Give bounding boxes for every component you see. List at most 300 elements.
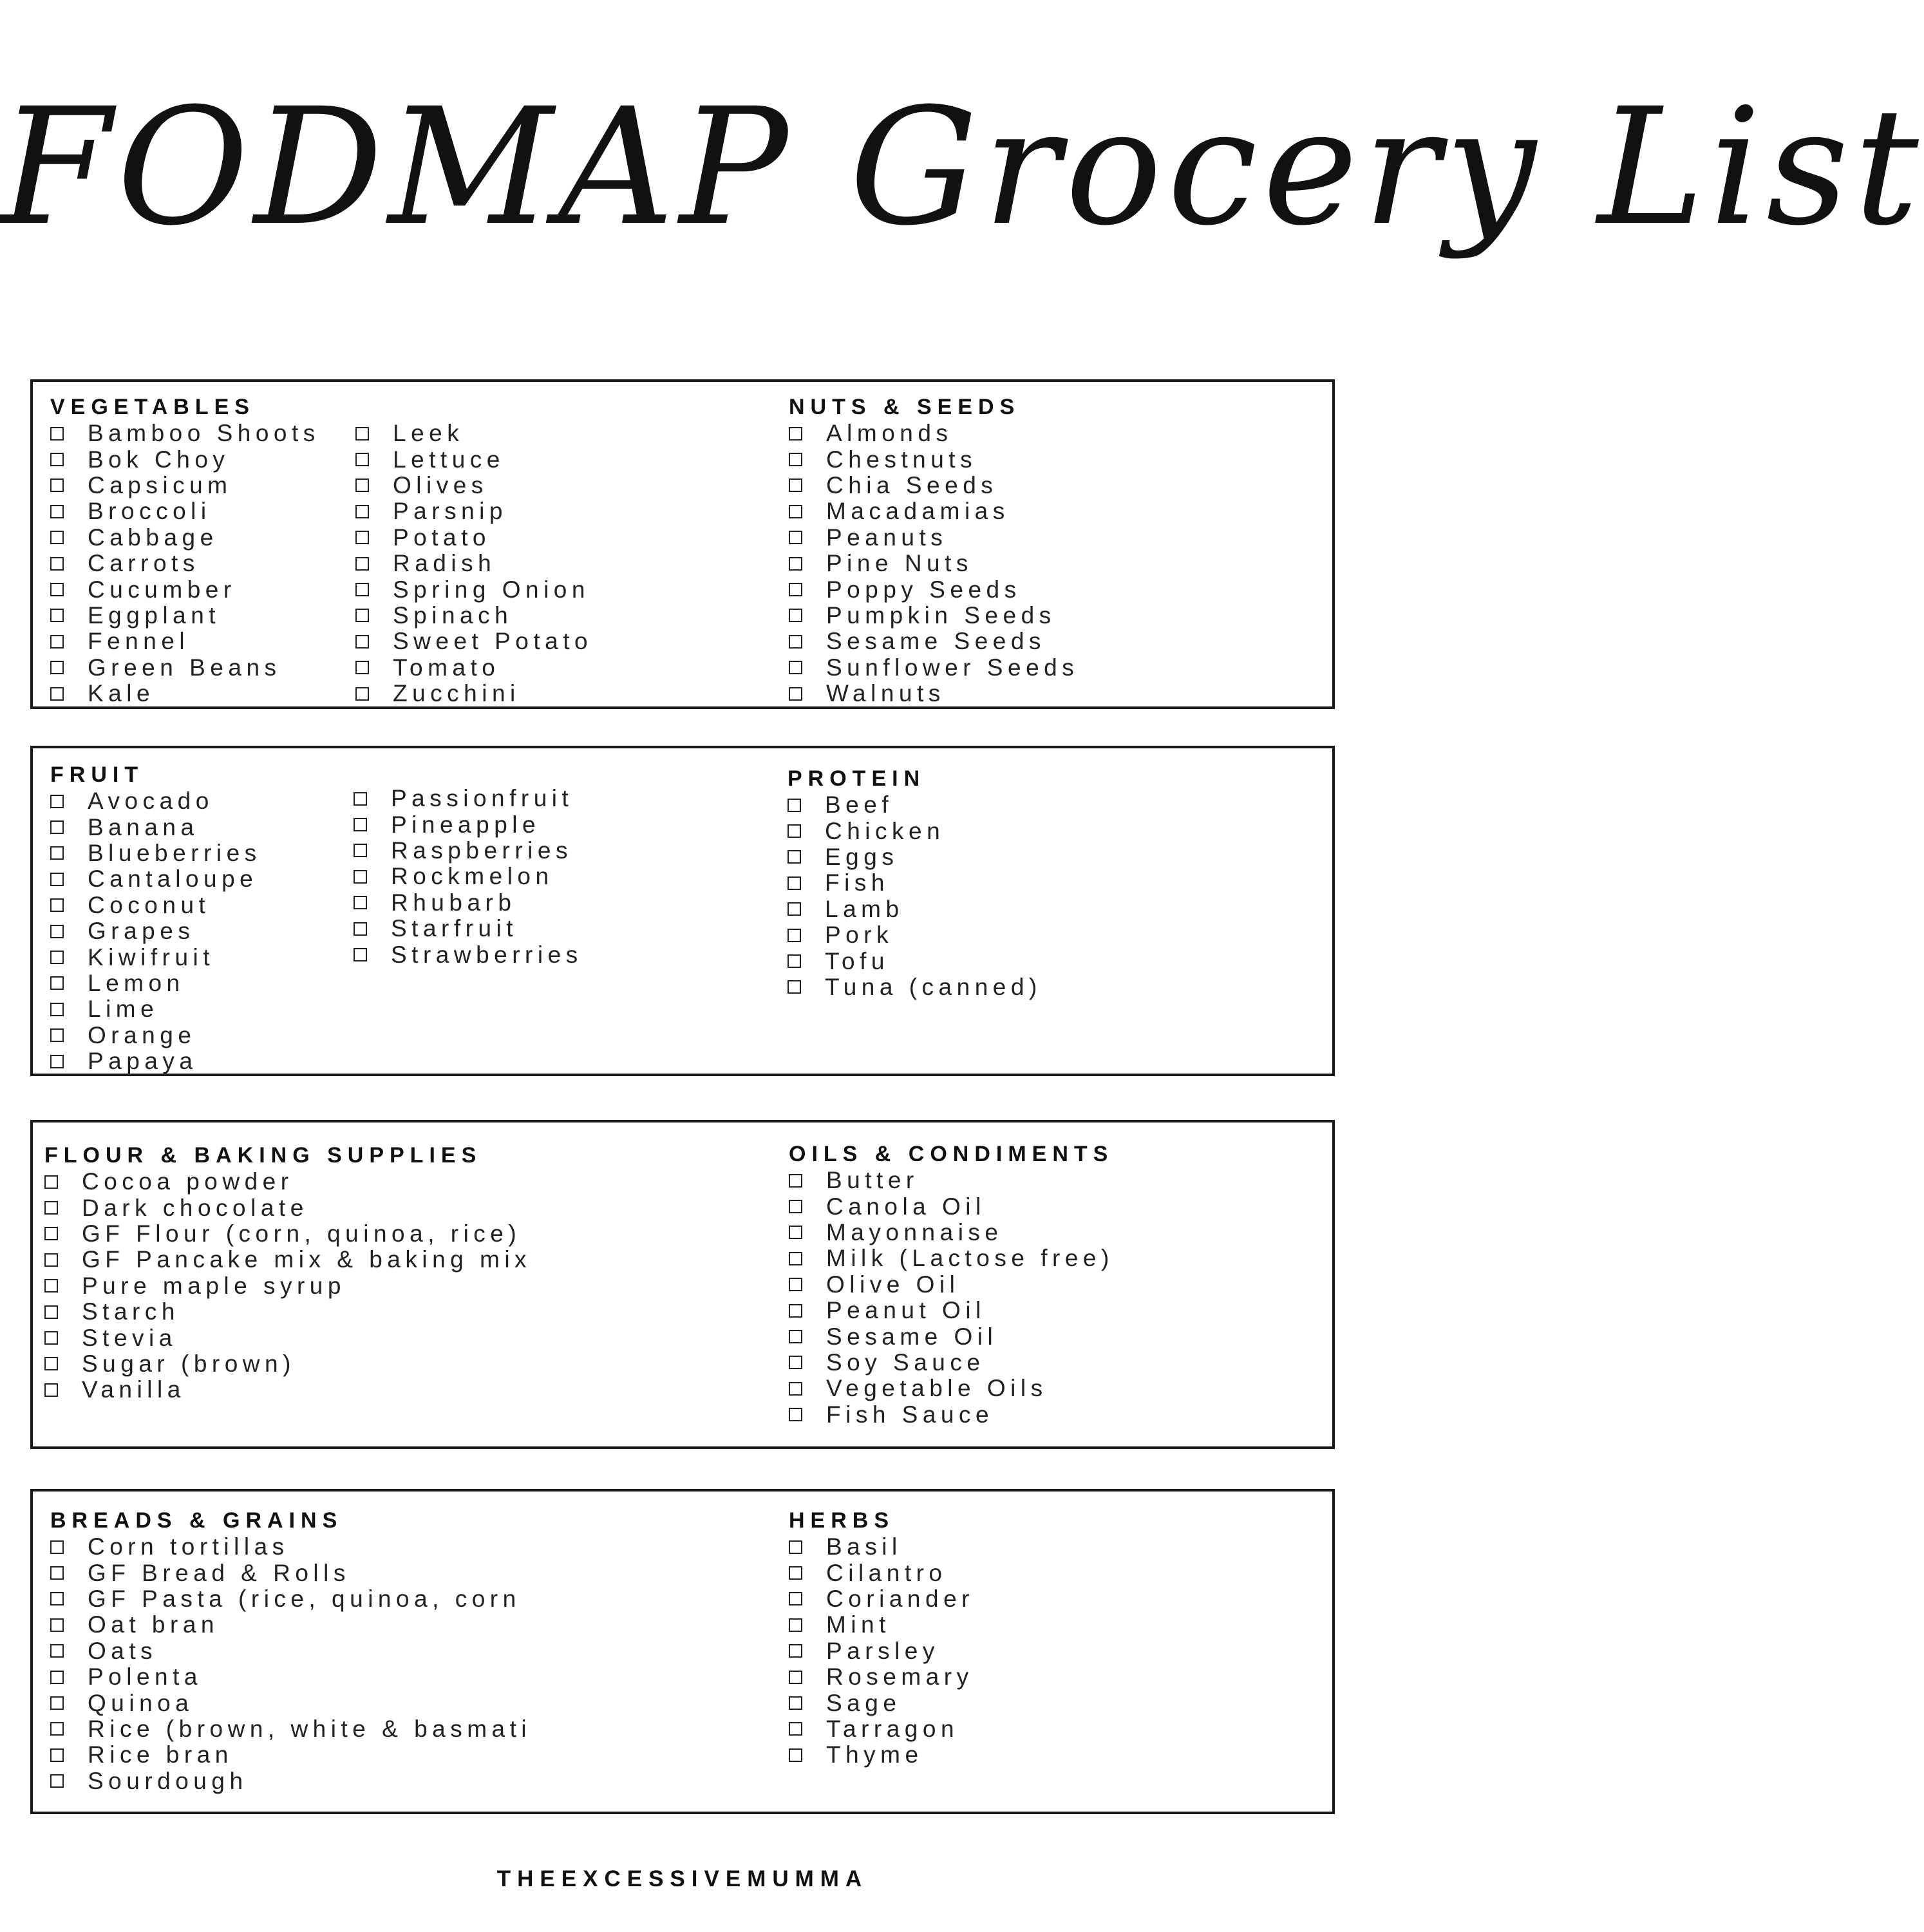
checkbox[interactable] (355, 478, 369, 492)
checkbox[interactable] (50, 1566, 64, 1580)
item-label: Parsley (826, 1637, 939, 1664)
item-label: Chicken (825, 817, 945, 844)
nuts-seeds-column (789, 393, 1079, 706)
checkbox[interactable] (50, 951, 64, 964)
item-label: Quinoa (88, 1689, 194, 1716)
checkbox[interactable] (50, 661, 64, 674)
checkbox[interactable] (354, 870, 367, 884)
list-item (355, 655, 592, 681)
list-item (354, 890, 583, 916)
item-label: Eggs (825, 843, 899, 870)
checkbox[interactable] (354, 844, 367, 857)
list-item (789, 473, 1079, 498)
list-item (789, 576, 1079, 602)
list-item (50, 1768, 531, 1794)
item-label: Sesame Seeds (826, 628, 1046, 655)
list-item (50, 1612, 531, 1638)
checkbox[interactable] (50, 1055, 64, 1068)
list-item (355, 525, 592, 551)
checkbox[interactable] (789, 1748, 802, 1762)
list-item (44, 1299, 531, 1325)
checkbox[interactable] (789, 505, 802, 518)
section-heading: PROTEIN (788, 766, 926, 791)
item-label: Peanuts (826, 524, 948, 551)
checklist (354, 786, 583, 968)
checkbox[interactable] (50, 609, 64, 622)
list-item (789, 1638, 974, 1664)
item-label: Papaya (88, 1048, 198, 1075)
list-item (789, 1402, 1114, 1428)
checkbox[interactable] (789, 1592, 802, 1605)
item-label: Dark chocolate (82, 1194, 308, 1221)
checkbox[interactable] (788, 929, 801, 942)
checkbox[interactable] (355, 531, 369, 544)
checkbox[interactable] (789, 1252, 802, 1265)
list-item (354, 838, 583, 864)
item-label: Mayonnaise (826, 1218, 1003, 1245)
item-label: Tomato (393, 654, 500, 681)
list-item (50, 788, 261, 814)
item-label: Zucchini (393, 680, 520, 707)
item-label: Tarragon (826, 1715, 959, 1742)
section-breads-herbs (30, 1489, 1335, 1814)
list-item (50, 498, 320, 524)
list-item (50, 1534, 531, 1560)
list-item (50, 1690, 531, 1716)
item-label: Pork (825, 922, 894, 949)
section-heading: BREADS & GRAINS (50, 1508, 343, 1533)
section-fruit-protein (30, 746, 1335, 1076)
list-item (789, 421, 1079, 446)
item-label: Leek (393, 420, 464, 447)
list-item (789, 1220, 1114, 1245)
item-label: Oat bran (88, 1611, 219, 1638)
checkbox[interactable] (788, 980, 801, 994)
checkbox[interactable] (789, 583, 802, 596)
checkbox[interactable] (789, 1722, 802, 1736)
list-item (50, 1023, 261, 1048)
item-label: Sage (826, 1689, 901, 1716)
list-item (788, 870, 1042, 896)
checkbox[interactable] (355, 583, 369, 596)
list-item (50, 551, 320, 576)
item-label: Passionfruit (391, 785, 574, 812)
checkbox[interactable] (789, 427, 802, 440)
checkbox[interactable] (50, 873, 64, 886)
checkbox[interactable] (50, 531, 64, 544)
vegetables-column (50, 393, 320, 706)
checkbox[interactable] (788, 824, 801, 838)
item-label: Oats (88, 1637, 158, 1664)
item-label: Rice bran (88, 1741, 233, 1768)
checkbox[interactable] (50, 820, 64, 834)
checkbox[interactable] (355, 427, 369, 440)
list-item (354, 916, 583, 942)
checkbox[interactable] (50, 846, 64, 860)
fruit-column (50, 761, 261, 1074)
item-label: Coriander (826, 1585, 974, 1612)
checkbox[interactable] (44, 1279, 58, 1293)
list-item (789, 1323, 1114, 1349)
checklist (789, 1534, 974, 1768)
item-label: Coconut (88, 891, 211, 918)
item-label: Starfruit (391, 915, 518, 942)
list-item (50, 1742, 531, 1768)
list-item (789, 655, 1079, 681)
item-label: Vanilla (82, 1376, 185, 1403)
list-item (50, 655, 320, 681)
list-item (50, 1048, 261, 1074)
list-item (44, 1351, 531, 1377)
list-item (355, 551, 592, 576)
checklist (788, 792, 1042, 1000)
item-label: Pineapple (391, 811, 541, 838)
checkbox[interactable] (788, 799, 801, 812)
checkbox[interactable] (789, 453, 802, 466)
checkbox[interactable] (789, 635, 802, 649)
checkbox[interactable] (789, 1566, 802, 1580)
item-label: Fish Sauce (826, 1401, 994, 1428)
list-item (44, 1247, 531, 1273)
page-title: FODMAP Grocery List (0, 73, 1924, 261)
checkbox[interactable] (789, 1540, 802, 1554)
list-item (789, 629, 1079, 654)
checklist (44, 1169, 531, 1403)
checkbox[interactable] (789, 1330, 802, 1343)
item-label: Kale (88, 680, 155, 707)
item-label: Carrots (88, 550, 200, 577)
fruit-column-2 (354, 786, 583, 968)
item-label: Tofu (825, 947, 889, 974)
checkbox[interactable] (50, 583, 64, 596)
list-item (789, 446, 1079, 472)
checkbox[interactable] (789, 1382, 802, 1396)
item-label: Starch (82, 1298, 180, 1325)
item-label: GF Bread & Rolls (88, 1559, 350, 1586)
item-label: Chestnuts (826, 446, 977, 473)
checklist (50, 1534, 531, 1794)
checkbox[interactable] (354, 818, 367, 831)
item-label: Rice (brown, white & basmati (88, 1715, 532, 1742)
checkbox[interactable] (50, 1774, 64, 1788)
item-label: Banana (88, 813, 199, 840)
list-item (788, 818, 1042, 844)
item-label: Rockmelon (391, 863, 554, 890)
list-item (355, 446, 592, 472)
list-item (789, 1664, 974, 1690)
item-label: Rhubarb (391, 889, 516, 916)
checkbox[interactable] (789, 661, 802, 674)
checkbox[interactable] (789, 1200, 802, 1213)
checklist (50, 788, 261, 1074)
checkbox[interactable] (789, 1618, 802, 1632)
checkbox[interactable] (50, 795, 64, 808)
item-label: Bok Choy (88, 446, 230, 473)
list-item (44, 1325, 531, 1350)
list-item (50, 629, 320, 654)
list-item (50, 840, 261, 866)
checklist (50, 421, 320, 706)
item-label: Vegetable Oils (826, 1375, 1048, 1402)
item-label: Grapes (88, 918, 195, 945)
checkbox[interactable] (50, 453, 64, 466)
item-label: Peanut Oil (826, 1297, 986, 1324)
list-item (355, 421, 592, 446)
checkbox[interactable] (44, 1331, 58, 1345)
item-label: Broccoli (88, 498, 211, 525)
checkbox[interactable] (789, 687, 802, 701)
checkbox[interactable] (50, 1003, 64, 1016)
checkbox[interactable] (50, 557, 64, 571)
item-label: Milk (Lactose free) (826, 1245, 1114, 1272)
list-item (50, 814, 261, 840)
list-item (789, 1193, 1114, 1219)
checkbox[interactable] (789, 1696, 802, 1710)
section-heading: HERBS (789, 1508, 895, 1533)
item-label: Pure maple syrup (82, 1272, 346, 1299)
item-label: Avocado (88, 788, 214, 815)
checkbox[interactable] (44, 1253, 58, 1267)
item-label: Lemon (88, 969, 185, 996)
list-item (50, 603, 320, 629)
list-item (789, 1298, 1114, 1323)
checkbox[interactable] (355, 505, 369, 518)
flour-baking-column (44, 1142, 531, 1403)
checkbox[interactable] (354, 922, 367, 936)
list-item (50, 421, 320, 446)
checkbox[interactable] (789, 1304, 802, 1318)
checkbox[interactable] (789, 478, 802, 492)
checkbox[interactable] (355, 635, 369, 649)
list-item (789, 551, 1079, 576)
list-item (50, 893, 261, 918)
list-item (44, 1273, 531, 1299)
checkbox[interactable] (355, 687, 369, 701)
list-item (50, 866, 261, 892)
checkbox[interactable] (788, 902, 801, 916)
item-label: Thyme (826, 1741, 923, 1768)
item-label: Olive Oil (826, 1271, 960, 1298)
item-label: Poppy Seeds (826, 576, 1021, 603)
checkbox[interactable] (789, 1226, 802, 1239)
section-heading: FRUIT (50, 762, 144, 787)
item-label: Cabbage (88, 524, 218, 551)
checkbox[interactable] (50, 976, 64, 990)
list-item (50, 473, 320, 498)
list-item (788, 922, 1042, 948)
list-item (789, 1168, 1114, 1193)
checkbox[interactable] (355, 557, 369, 571)
item-label: Soy Sauce (826, 1349, 985, 1376)
checkbox[interactable] (44, 1227, 58, 1240)
list-item (789, 1716, 974, 1742)
item-label: Pumpkin Seeds (826, 601, 1056, 629)
checkbox[interactable] (50, 1592, 64, 1605)
item-label: Almonds (826, 420, 953, 447)
checkbox[interactable] (788, 876, 801, 890)
checkbox[interactable] (44, 1175, 58, 1189)
checkbox[interactable] (788, 850, 801, 864)
list-item (50, 446, 320, 472)
checkbox[interactable] (789, 1644, 802, 1658)
item-label: Walnuts (826, 680, 945, 707)
checkbox[interactable] (50, 1671, 64, 1684)
item-label: Butter (826, 1167, 919, 1194)
checkbox[interactable] (788, 954, 801, 968)
item-label: Chia Seeds (826, 471, 998, 498)
checkbox[interactable] (355, 661, 369, 674)
list-item (355, 681, 592, 706)
protein-column (788, 765, 1042, 1000)
checkbox[interactable] (789, 1671, 802, 1684)
list-item (789, 1690, 974, 1716)
oils-condiments-column (789, 1141, 1114, 1428)
list-item (789, 681, 1079, 706)
list-item (355, 629, 592, 654)
checkbox[interactable] (44, 1305, 58, 1319)
item-label: Spring Onion (393, 576, 590, 603)
item-label: Eggplant (88, 601, 221, 629)
checkbox[interactable] (789, 609, 802, 622)
list-item (50, 944, 261, 970)
checkbox[interactable] (789, 1278, 802, 1291)
item-label: Bamboo Shoots (88, 420, 320, 447)
section-heading: OILS & CONDIMENTS (789, 1142, 1114, 1166)
list-item (355, 576, 592, 602)
item-label: Basil (826, 1533, 902, 1560)
item-label: Kiwifruit (88, 943, 215, 971)
checkbox[interactable] (50, 1028, 64, 1042)
list-item (50, 1664, 531, 1690)
list-item (789, 1560, 974, 1586)
section-heading: NUTS & SEEDS (789, 395, 1021, 419)
checkbox[interactable] (50, 1644, 64, 1658)
checkbox[interactable] (355, 453, 369, 466)
item-label: Capsicum (88, 471, 232, 498)
item-label: Sesame Oil (826, 1323, 998, 1350)
checkbox[interactable] (50, 478, 64, 492)
item-label: Mint (826, 1611, 891, 1638)
checkbox[interactable] (50, 925, 64, 938)
checkbox[interactable] (354, 948, 367, 961)
checkbox[interactable] (44, 1383, 58, 1397)
item-label: Canola Oil (826, 1193, 986, 1220)
item-label: Green Beans (88, 654, 281, 681)
item-label: Cilantro (826, 1559, 947, 1586)
item-label: Polenta (88, 1663, 202, 1690)
item-label: Sunflower Seeds (826, 654, 1079, 681)
item-label: Sourdough (88, 1767, 248, 1794)
item-label: Potato (393, 524, 491, 551)
list-item (354, 942, 583, 967)
list-item (50, 996, 261, 1022)
checkbox[interactable] (50, 505, 64, 518)
section-heading: VEGETABLES (50, 395, 255, 419)
list-item (44, 1169, 531, 1195)
item-label: Parsnip (393, 498, 507, 525)
list-item (788, 948, 1042, 974)
item-label: Stevia (82, 1324, 177, 1351)
list-item (354, 864, 583, 889)
checklist (789, 1168, 1114, 1428)
checkbox[interactable] (789, 1174, 802, 1188)
item-label: Cantaloupe (88, 866, 258, 893)
checkbox[interactable] (50, 635, 64, 649)
footer-brand: THEEXCESSIVEMUMMA (496, 1866, 869, 1891)
list-item (50, 1560, 531, 1586)
checkbox[interactable] (50, 687, 64, 701)
breads-grains-column (50, 1507, 531, 1794)
list-item (355, 498, 592, 524)
item-label: Pine Nuts (826, 550, 973, 577)
list-item (354, 786, 583, 811)
checkbox[interactable] (50, 1540, 64, 1554)
checkbox[interactable] (789, 1408, 802, 1421)
item-label: Tuna (canned) (825, 973, 1042, 1000)
section-baking-oils (30, 1120, 1335, 1449)
item-label: Sugar (brown) (82, 1350, 296, 1377)
item-label: Fish (825, 869, 889, 896)
checkbox[interactable] (50, 1696, 64, 1710)
checkbox[interactable] (50, 1748, 64, 1762)
section-heading: FLOUR & BAKING SUPPLIES (44, 1143, 482, 1168)
list-item (789, 1245, 1114, 1271)
item-label: Lime (88, 996, 159, 1023)
list-item (50, 681, 320, 706)
checkbox[interactable] (50, 1618, 64, 1632)
herbs-column (789, 1507, 974, 1768)
item-label: Spinach (393, 601, 513, 629)
list-item (50, 1716, 531, 1742)
item-label: Orange (88, 1021, 196, 1048)
list-item (789, 525, 1079, 551)
item-label: GF Pancake mix & baking mix (82, 1246, 532, 1273)
checkbox[interactable] (354, 792, 367, 806)
item-label: Sweet Potato (393, 628, 593, 655)
item-label: Olives (393, 471, 488, 498)
checkbox[interactable] (50, 427, 64, 440)
item-label: Lettuce (393, 446, 505, 473)
list-item (789, 1534, 974, 1560)
list-item (50, 971, 261, 996)
checkbox[interactable] (44, 1201, 58, 1215)
item-label: Beef (825, 791, 894, 819)
item-label: Corn tortillas (88, 1533, 289, 1560)
list-item (789, 1350, 1114, 1376)
checklist (355, 421, 592, 706)
checkbox[interactable] (354, 896, 367, 909)
list-item (50, 1586, 531, 1612)
checklist (789, 421, 1079, 706)
checkbox[interactable] (355, 609, 369, 622)
list-item (50, 1638, 531, 1664)
section-vegetables-nuts (30, 379, 1335, 709)
list-item (789, 498, 1079, 524)
checkbox[interactable] (50, 1722, 64, 1736)
checkbox[interactable] (50, 898, 64, 912)
list-item (355, 603, 592, 629)
checkbox[interactable] (789, 531, 802, 544)
list-item (788, 792, 1042, 818)
list-item (44, 1195, 531, 1220)
list-item (789, 1586, 974, 1612)
checkbox[interactable] (44, 1357, 58, 1370)
checkbox[interactable] (789, 557, 802, 571)
item-label: Rosemary (826, 1663, 974, 1690)
item-label: GF Pasta (rice, quinoa, corn (88, 1585, 521, 1612)
checkbox[interactable] (789, 1356, 802, 1369)
list-item (44, 1377, 531, 1403)
